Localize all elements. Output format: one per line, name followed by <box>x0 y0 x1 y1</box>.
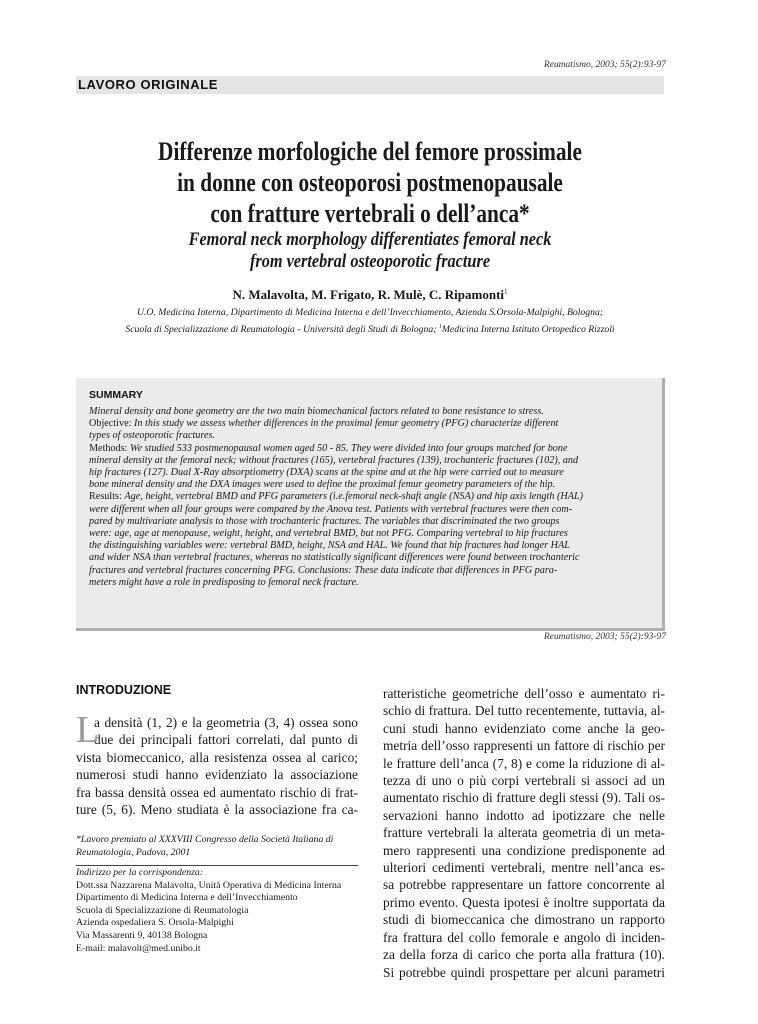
summary-line-text: were different when all four groups were compared by the Anova test. Patients with vertebral fractures were then com- <box>89 503 572 515</box>
subtitle-line: Femoral neck morphology differentiates femoral neck <box>188 230 552 250</box>
affiliation-text: Scuola di Specializzazione di Reumatologia - Università degli Studi di Bologna; <box>125 324 437 336</box>
body-line: metria dell’osso rappresenti un fattore di rischio per <box>383 738 665 754</box>
section-band <box>76 76 664 94</box>
introduction-left-column <box>76 709 358 818</box>
body-line: a densità (1, 2) e la geometria (3, 4) ossea sono <box>94 715 358 730</box>
summary-line <box>89 443 657 455</box>
summary-line-text: bone mineral density and the DXA images were used to define the proximal femur geometry parameters of the hip. <box>89 479 556 491</box>
summary-line <box>89 406 657 418</box>
body-line: cuni studi hanno evidenziato come anche la geo- <box>383 720 665 736</box>
authors-text: N. Malavolta, M. Frigato, R. Mulè, C. Ripamonti <box>232 287 505 302</box>
correspondence-address <box>76 867 358 955</box>
summary-line-text: In this study we assess whether differences in the proximal femur geometry (PFG) characterize different <box>133 418 559 430</box>
author-list <box>76 287 664 303</box>
summary-line-text: Age, height, vertebral BMD and PFG parameters (i.e.femoral neck-shaft angle (NSA) and hip axis length (HAL) <box>124 491 584 503</box>
title-line: con fratture vertebrali o dell’anca* <box>210 199 530 228</box>
summary-box <box>76 378 665 631</box>
body-line: fratture vertebrali la alterata geometria di un meta- <box>383 825 665 841</box>
summary-line <box>89 552 657 564</box>
summary-line <box>89 491 657 503</box>
correspondence-heading: Indirizzo per la corrispondenza: <box>76 867 204 878</box>
summary-line <box>89 577 657 589</box>
journal-reference: Reumatismo, 2003; 55(2):93-97 <box>543 60 666 70</box>
body-line: fra frattura del collo femorale e angolo di inciden- <box>383 929 665 945</box>
body-line: tezza di uno o più corpi vertebrali si associ ad un <box>383 773 665 789</box>
summary-line-text: fractures and vertebral fractures concerning PFG. Conclusions: These data indicate that differences in PFG para- <box>89 564 558 576</box>
body-line: aumentato rischio di fratture degli stessi (9). Tali os- <box>383 790 665 806</box>
summary-line-text: types of osteoporotic fractures. <box>89 430 216 442</box>
affiliation-text: Medicina Interna Istituto Ortopedico Rizzoli <box>441 324 615 336</box>
correspondence-line: E-mail: malavolt@med.unibo.it <box>76 942 201 954</box>
summary-line <box>89 504 657 516</box>
subtitle-line: from vertebral osteoporotic fracture <box>249 252 491 272</box>
journal-reference-footer: Reumatismo, 2003; 55(2):93-97 <box>543 632 666 642</box>
summary-line <box>89 528 657 540</box>
summary-line-text: mineral density at the femoral neck; without fractures (165), vertebral fractures (139), trochanteric fractures (102), and <box>89 454 579 466</box>
body-line: vista biomeccanico, alla resistenza ossea al carico; <box>76 749 358 765</box>
affiliations <box>76 306 664 337</box>
body-line: ture (5, 6). Meno studiata è la associazione fra ca- <box>76 802 358 818</box>
body-line: numerosi studi hanno evidenziato la associazione <box>76 767 358 783</box>
footnote-line: *Lavoro premiato al XXXVIII Congresso della Società Italiana di <box>76 834 334 845</box>
summary-line-text: and wider NSA than vertebral fractures, whereas no statistically significant differences were found between trochanteric <box>89 552 580 564</box>
body-line: le fratture dell’anca (7, 8) e come la riduzione di al- <box>383 755 665 771</box>
summary-line <box>89 540 657 552</box>
summary-line-text: pared by multivariate analysis to those with trochanteric fractures. The variables that discriminated the two groups <box>89 515 560 527</box>
body-line: sa potrebbe rappresentare un fattore concorrente al <box>383 877 665 893</box>
summary-line-lead: Objective: <box>89 418 134 430</box>
summary-line <box>89 479 657 491</box>
article-subtitle <box>111 229 628 273</box>
introduction-right-column <box>383 685 665 981</box>
correspondence-line: Dott.ssa Nazzarena Malavolta, Unità Operativa di Medicina Interna <box>76 879 342 891</box>
body-line: due dei principali fattori correlati, dal punto di <box>94 732 358 748</box>
footnote-rule <box>76 865 358 866</box>
summary-line-text: hip fractures (127). Dual X-Ray absorptiometry (DXA) scans at the spine and at the hip were carried out to measure <box>89 467 564 479</box>
body-line: ulteriori cedimenti vertebrali, mentre nell’anca es- <box>383 860 665 876</box>
body-line: za della forza di carico che porta alla frattura (10). <box>383 947 665 963</box>
body-line: mero rappresenti una condizione predisponente ad <box>383 842 665 858</box>
summary-line-text: were: age, age at menopause, weight, height, and vertebral BMD, but not PFG. Comparing vertebral to hip fractures <box>89 528 568 540</box>
affiliation-line: U.O. Medicina Interna, Dipartimento di Medicina Interna e dell’Invecchiamento, Azienda S.Orsola-Malpighi, Bologna; <box>136 307 604 318</box>
correspondence-line: Azienda ospedaliera S. Orsola-Malpighi <box>76 917 234 929</box>
footnote <box>76 834 358 859</box>
body-line: Si potrebbe quindi prospettare per alcuni parametri <box>383 964 665 980</box>
summary-line <box>89 516 657 528</box>
section-label: LAVORO ORIGINALE <box>78 77 219 92</box>
title-line: Differenze morfologiche del femore prossimale <box>158 137 582 166</box>
summary-line <box>89 430 657 442</box>
body-line: fra bassa densità ossea ed aumentato rischio di frat- <box>76 784 358 800</box>
title-line: in donne con osteoporosi postmenopausale <box>177 168 563 197</box>
summary-line-lead: Methods: <box>89 442 131 454</box>
summary-line <box>89 455 657 467</box>
body-line: ratteristiche geometriche dell’osso e aumentato ri- <box>383 686 665 701</box>
summary-line-text: meters might have a role in predisposing to femoral neck fracture. <box>89 576 359 588</box>
affiliation-superscript: 1 <box>438 324 442 330</box>
summary-text <box>89 406 657 589</box>
correspondence-line: Via Massarenti 9, 40138 Bologna <box>76 929 208 941</box>
correspondence-line: Scuola di Specializzazione di Reumatologia <box>76 904 249 916</box>
drop-cap: L <box>76 709 100 751</box>
footnote-line: Reumatologia, Padova, 2001 <box>76 846 191 858</box>
summary-line <box>89 565 657 577</box>
body-line: schio di frattura. Del tutto recentemente, tuttavia, al- <box>383 703 665 719</box>
body-line: primo evento. Questa ipotesi è inoltre supportata da <box>383 894 665 910</box>
summary-line-text: the distinguishing variables were: vertebral BMD, height, NSA and HAL. We found that hip fractures had longer HAL <box>89 540 570 552</box>
correspondence-line: Dipartimento di Medicina Interna e dell’Invecchiamento <box>76 892 298 904</box>
summary-heading: SUMMARY <box>89 389 143 401</box>
summary-line-text: We studied 533 postmenopausal women aged 50 - 85. They were divided into four groups matched for bone <box>130 442 568 454</box>
authors-superscript: 1 <box>504 287 508 296</box>
introduction-heading: INTRODUZIONE <box>76 683 172 697</box>
affiliation-line <box>76 320 664 337</box>
body-line: servazioni hanno indotto ad ipotizzare che nelle <box>383 807 665 823</box>
summary-line-text: Mineral density and bone geometry are the two main biomechanical factors related to bone resistance to stress. <box>89 406 544 417</box>
body-line: studi di biomeccanica che dimostrano un rapporto <box>383 912 665 928</box>
summary-line <box>89 418 657 430</box>
summary-line <box>89 467 657 479</box>
summary-line-lead: Results: <box>89 491 125 503</box>
article-title <box>129 136 611 229</box>
